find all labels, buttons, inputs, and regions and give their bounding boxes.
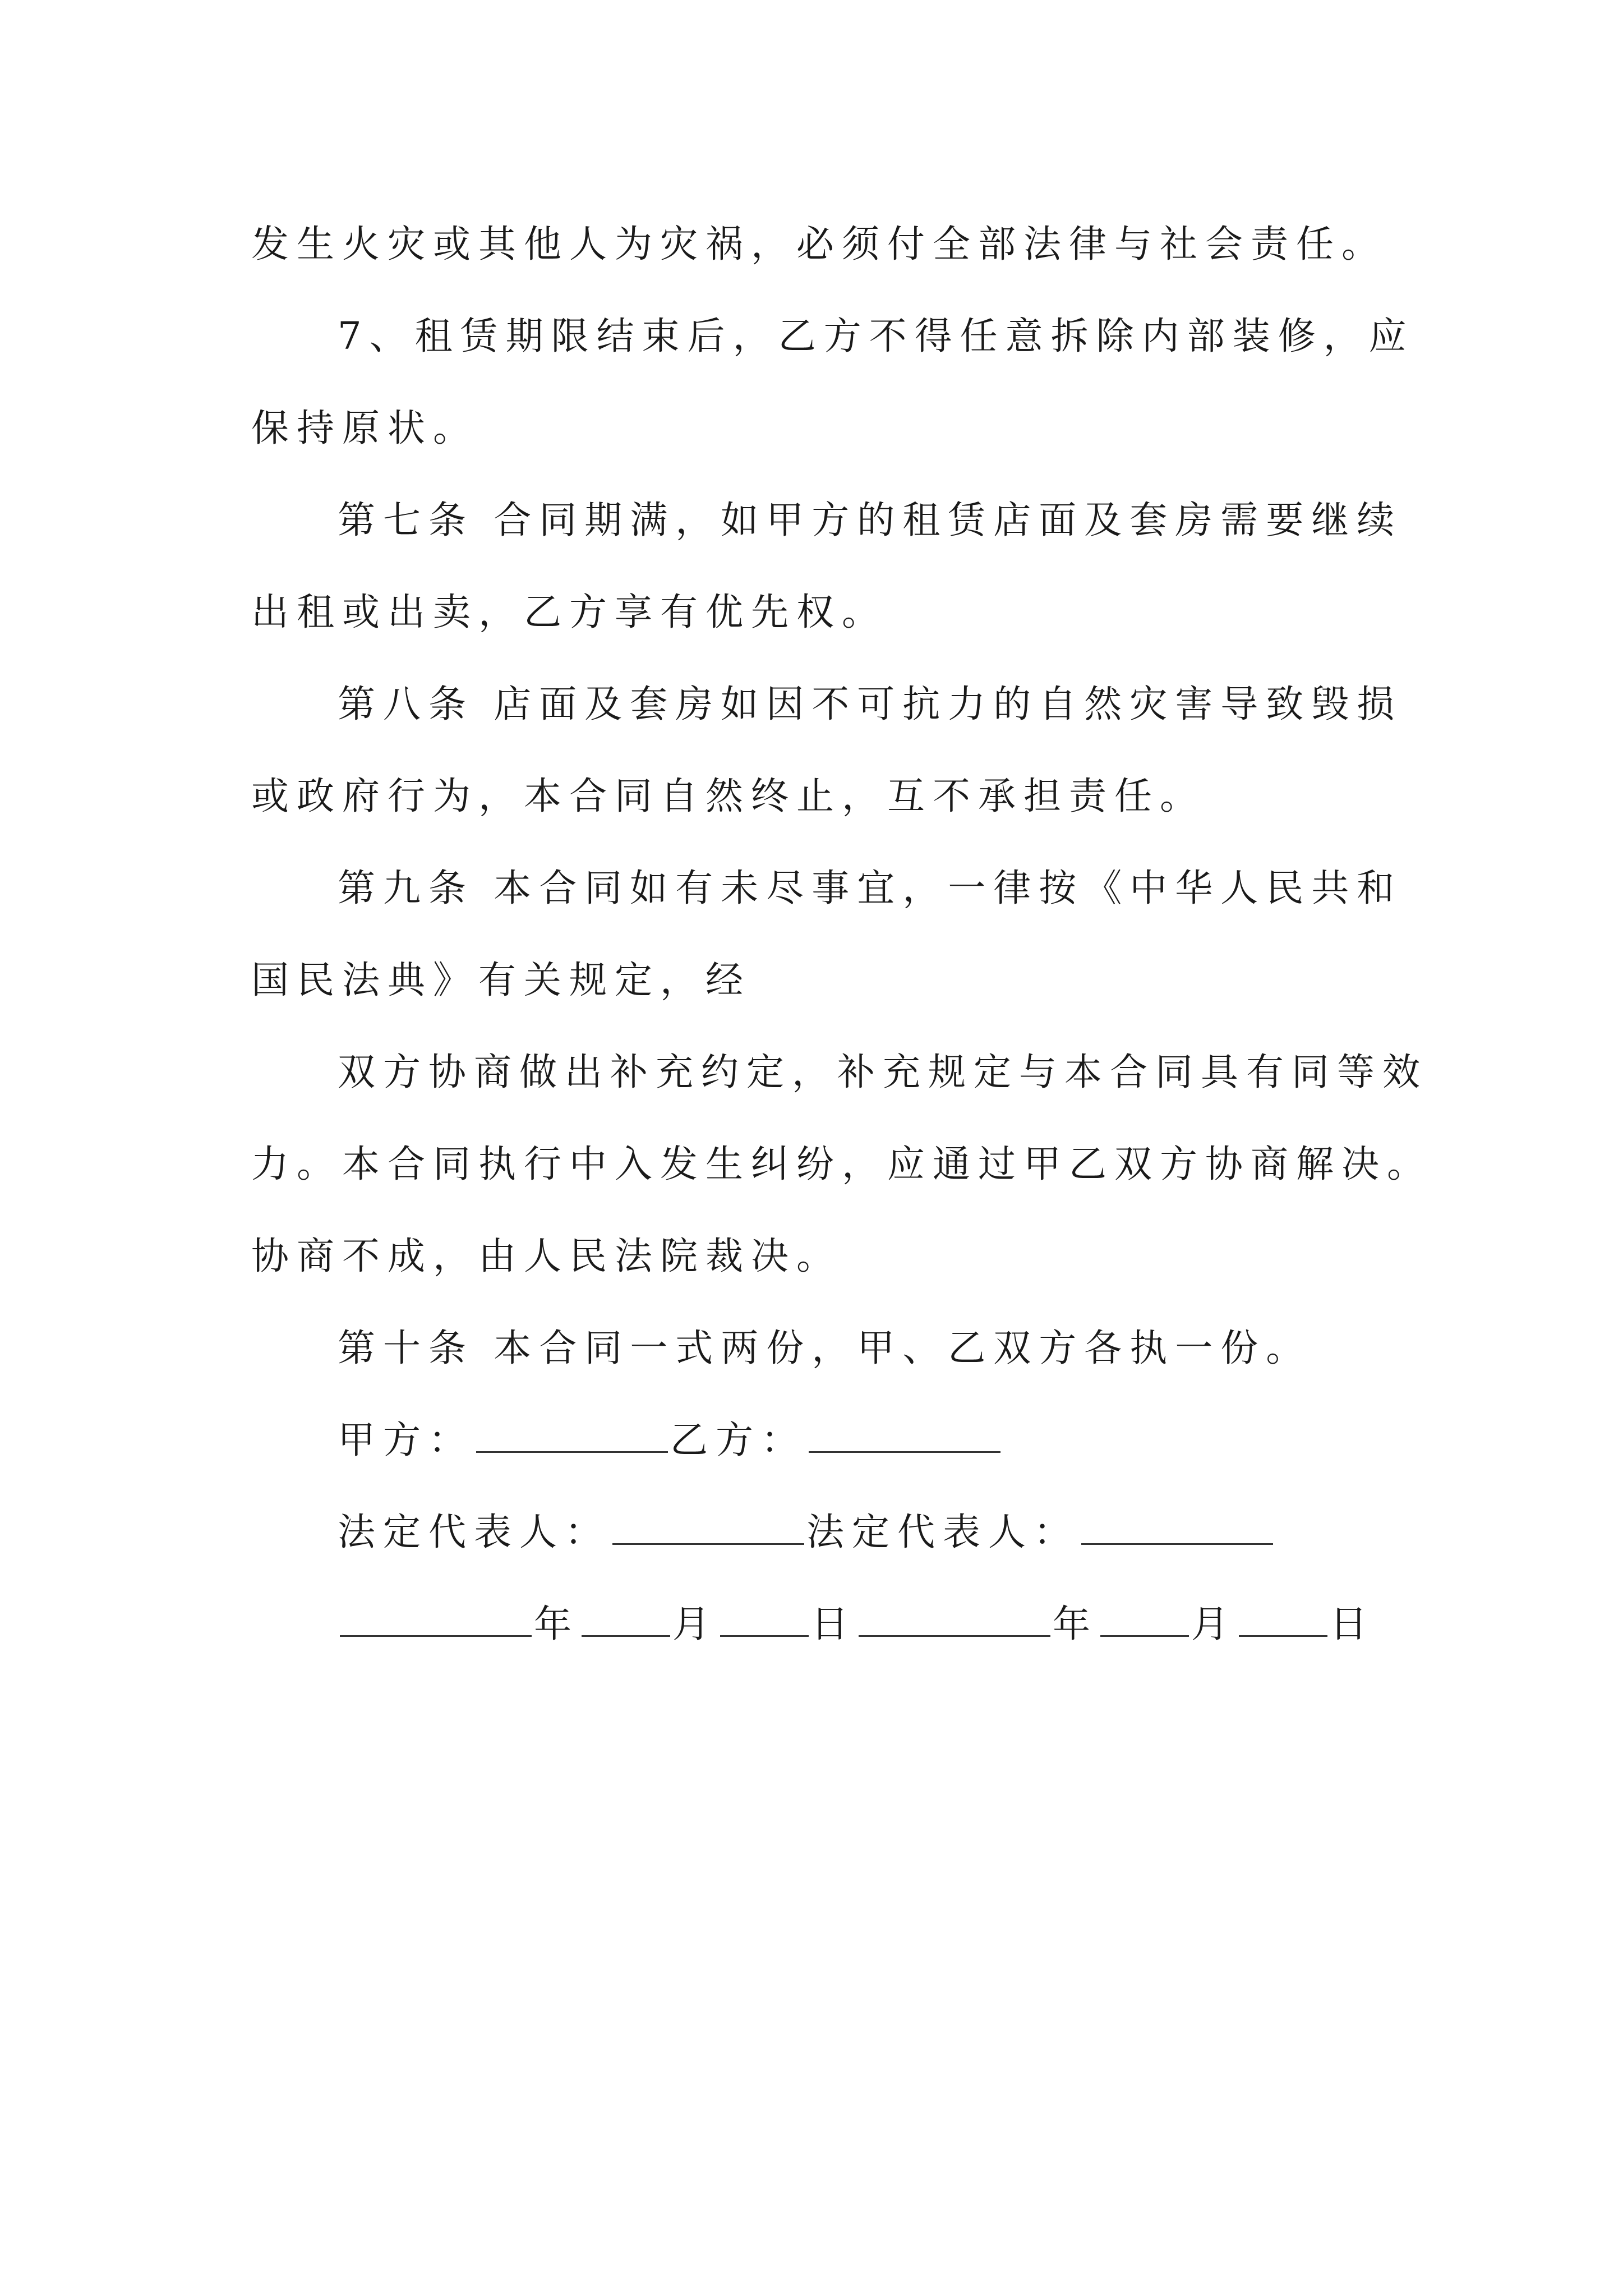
- paragraph-line: 国民法典》有关规定，经: [251, 958, 751, 1002]
- date-b-year-blank: [859, 1591, 1050, 1637]
- rep-b-blank: [1081, 1499, 1273, 1545]
- month-label: 月: [1191, 1602, 1237, 1646]
- paragraph-line: 出租或出卖，乙方享有优先权。: [251, 590, 887, 634]
- paragraph-line: 保持原状。: [251, 406, 478, 450]
- contract-body: [251, 210, 1432, 1682]
- paragraph-line: 力。本合同执行中入发生纠纷，应通过甲乙双方协商解决。: [251, 1142, 1432, 1186]
- signature-date-row: [251, 1590, 1401, 1682]
- party-b-label: 乙方：: [670, 1418, 806, 1462]
- date-b-month-blank: [1100, 1591, 1189, 1637]
- paragraph-line: 发生火灾或其他人为灾祸，必须付全部法律与社会责任。: [251, 222, 1387, 266]
- day-label: 日: [811, 1602, 856, 1646]
- party-a-label: 甲方：: [338, 1418, 474, 1462]
- signature-rep-row: [251, 1498, 1401, 1590]
- date-a-year-blank: [340, 1591, 532, 1637]
- paragraph-line: 双方协商做出补充约定，补充规定与本合同具有同等效: [338, 1050, 1428, 1094]
- paragraph-line: 协商不成，由人民法院裁决。: [251, 1234, 842, 1278]
- year-label: 年: [1053, 1602, 1098, 1646]
- party-b-blank: [809, 1407, 1000, 1453]
- article-10-line: 第十条 本合同一式两份，甲、乙双方各执一份。: [338, 1326, 1312, 1370]
- year-label: 年: [534, 1602, 579, 1646]
- article-9-line: 第九条 本合同如有未尽事宜，一律按《中华人民共和: [338, 866, 1403, 910]
- paragraph-line: 或政府行为，本合同自然终止，互不承担责任。: [251, 774, 1205, 818]
- date-a-month-blank: [582, 1591, 670, 1637]
- article-8-line: 第八条 店面及套房如因不可抗力的自然灾害导致毁损: [338, 682, 1403, 726]
- month-label: 月: [672, 1602, 718, 1646]
- paragraph-line: 7、租赁期限结束后，乙方不得任意拆除内部装修，应: [338, 314, 1414, 358]
- date-b-day-blank: [1239, 1591, 1327, 1637]
- date-a-day-blank: [720, 1591, 809, 1637]
- rep-a-label: 法定代表人：: [338, 1510, 610, 1554]
- party-a-blank: [476, 1407, 668, 1453]
- rep-a-blank: [612, 1499, 804, 1545]
- article-7-line: 第七条 合同期满，如甲方的租赁店面及套房需要继续: [338, 498, 1403, 542]
- signature-party-row: [251, 1406, 1401, 1498]
- rep-b-label: 法定代表人：: [806, 1510, 1079, 1554]
- day-label: 日: [1330, 1602, 1375, 1646]
